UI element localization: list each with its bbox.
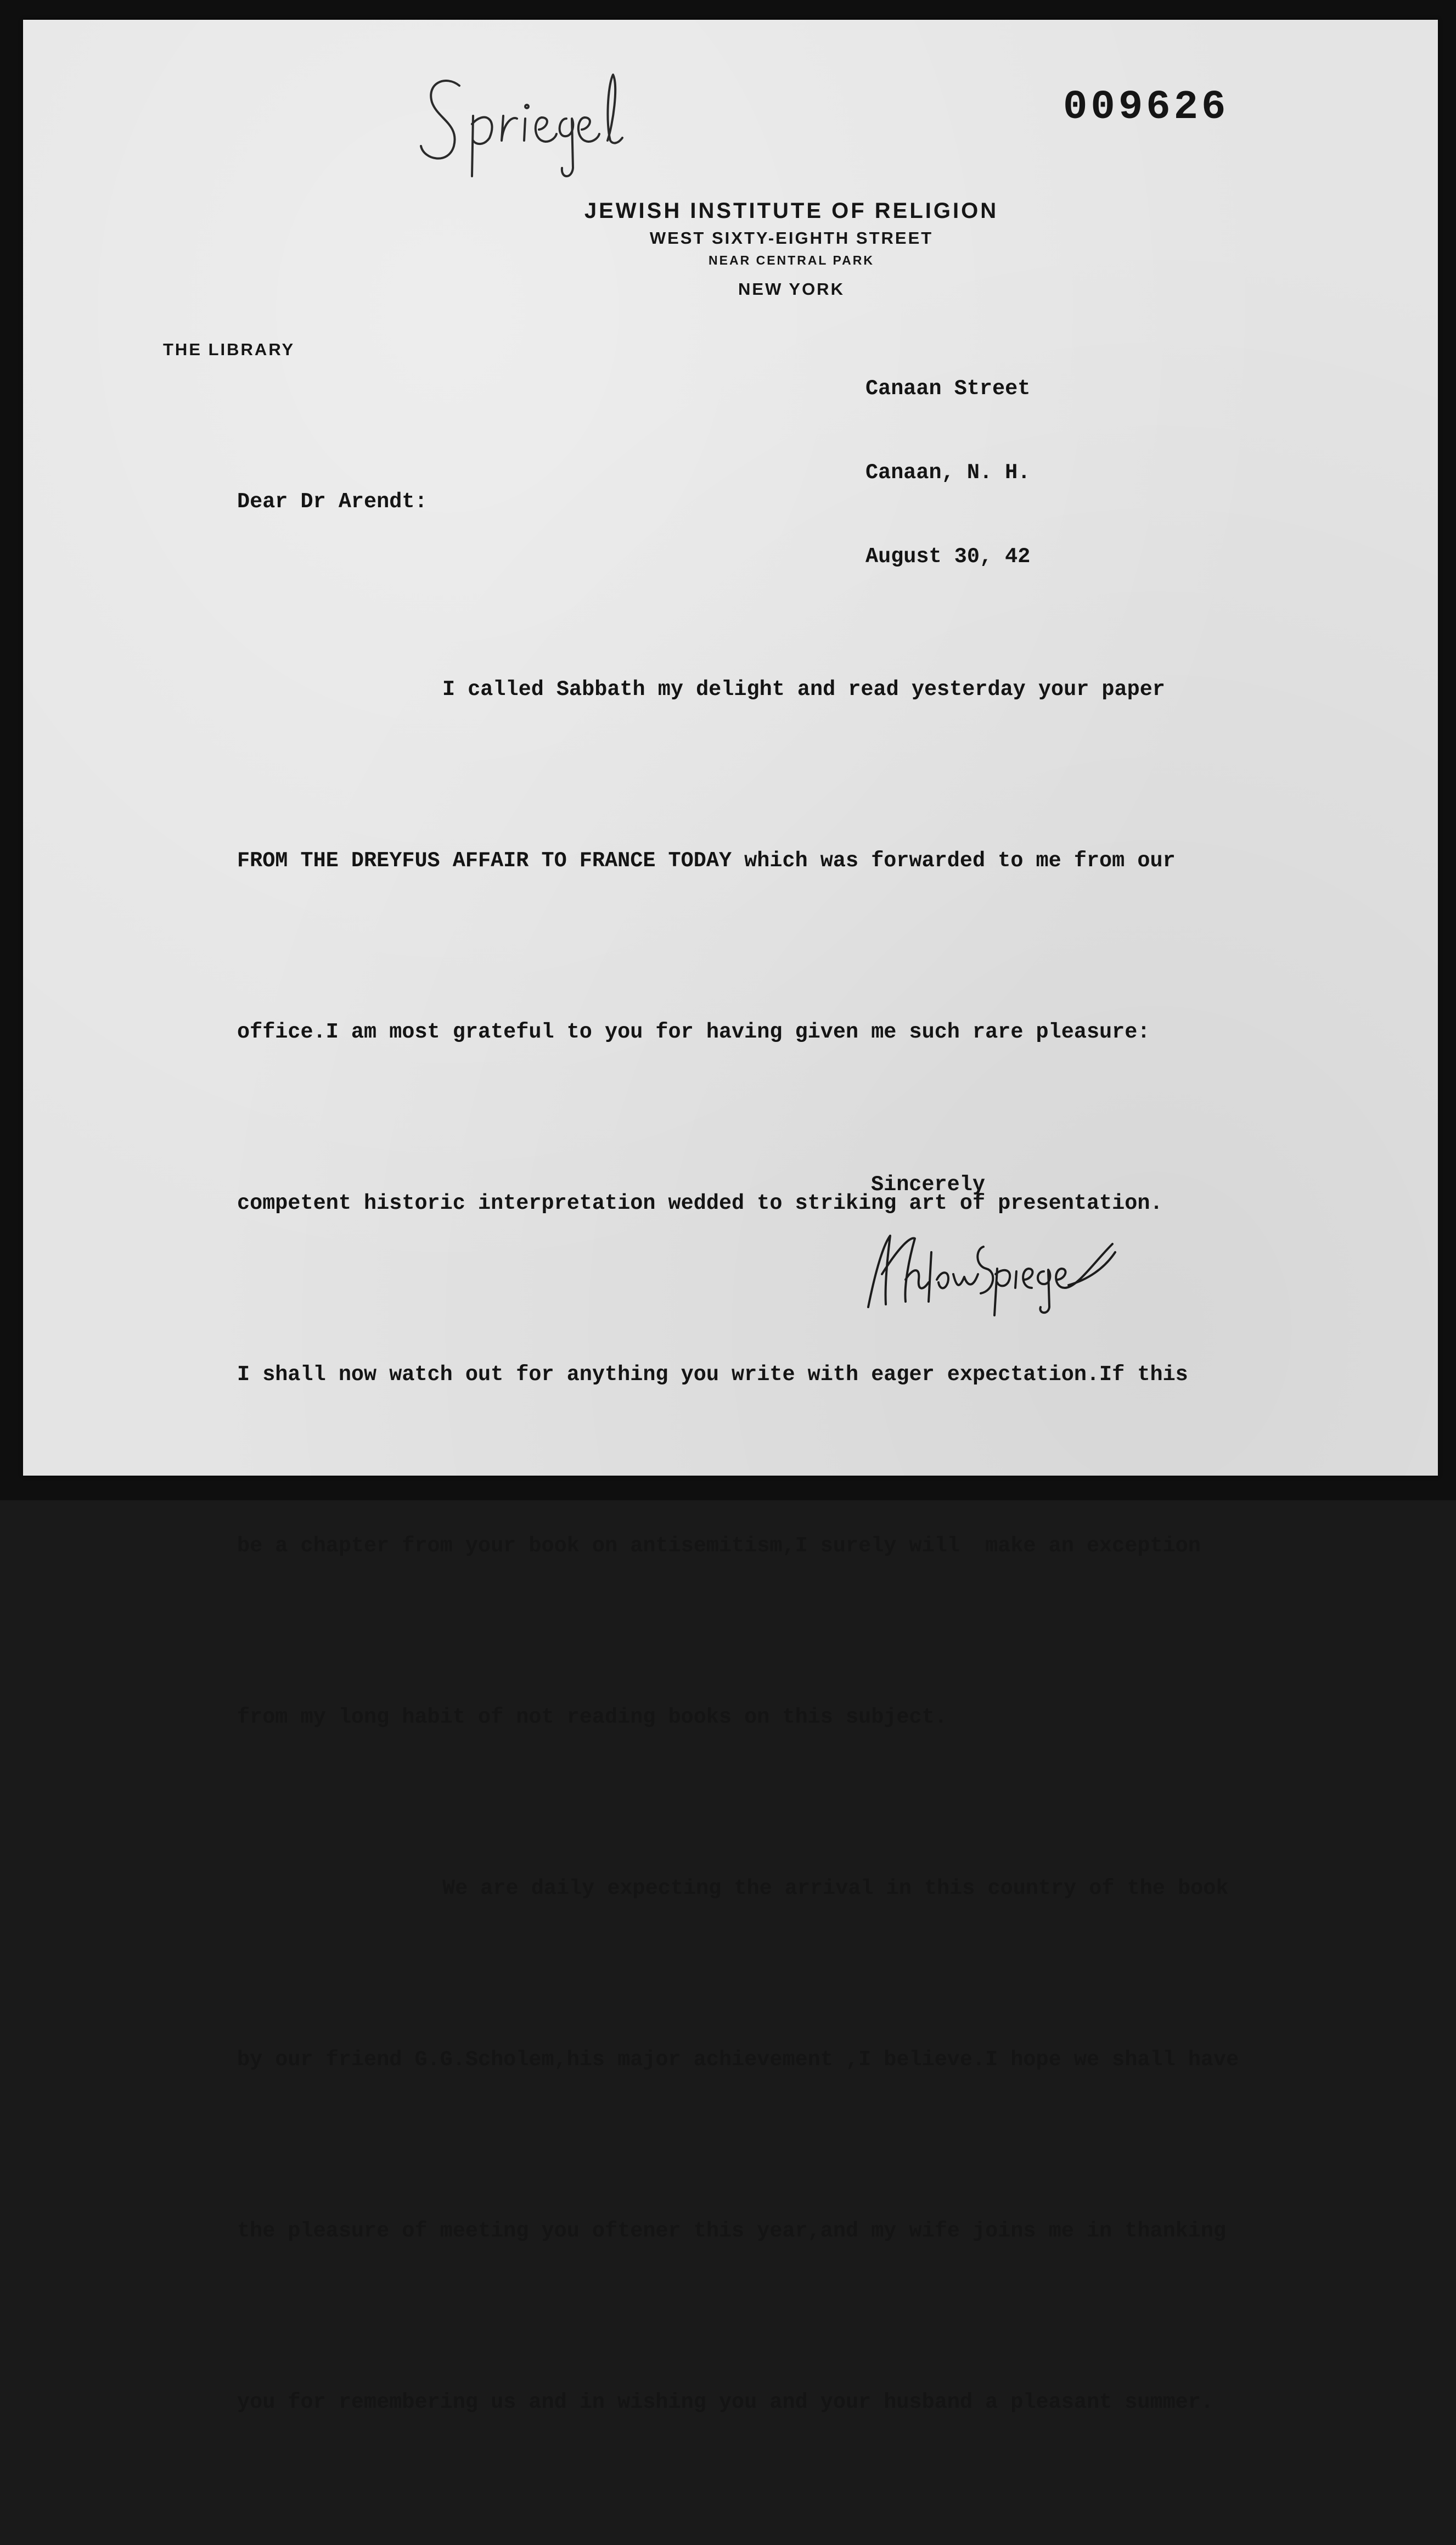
body-line: I called Sabbath my delight and read yesterday your paper (442, 677, 1165, 702)
sender-street: Canaan Street (865, 377, 1031, 401)
body-line: We are daily expecting the arrival in this country of the book (442, 1876, 1229, 1901)
body-line: you for remembering us and in wishing you and your husband a pleasant summer. (237, 2390, 1213, 2414)
closing: Sincerely (871, 1173, 985, 1197)
body-line: office.I am most grateful to you for having given me such rare pleasure: (237, 1020, 1150, 1044)
institution-street: WEST SIXTY-EIGHTH STREET (649, 228, 934, 248)
department-label: THE LIBRARY (163, 340, 295, 359)
body-line: I shall now watch out for anything you write with eager expectation.If this (237, 1363, 1188, 1387)
document-number: 009626 (1063, 85, 1229, 131)
body-line: be a chapter from your book on antisemitism,I surely will make an exception (237, 1534, 1201, 1558)
body-line: FROM THE DREYFUS AFFAIR TO FRANCE TODAY which was forwarded to me from our (237, 849, 1176, 873)
handwritten-name-annotation (407, 64, 638, 190)
body-line: the pleasure of meeting you oftener this year,and my wife joins me in thanking (237, 2219, 1227, 2243)
sender-town: Canaan, N. H. (865, 461, 1031, 485)
signature (857, 1214, 1121, 1318)
institution-near: NEAR CENTRAL PARK (709, 253, 874, 267)
institution-city: NEW YORK (738, 279, 845, 299)
letterhead (407, 195, 1176, 303)
body-line: from my long habit of not reading books on this subject. (237, 1705, 947, 1729)
body-line: by our friend G.G.Scholem,his major achievement ,I believe.I hope we shall have (237, 2048, 1239, 2072)
salutation: Dear Dr Arendt: (237, 490, 428, 514)
letter-body (237, 547, 1239, 2545)
body-line: competent historic interpretation wedded to striking art of presentation. (237, 1191, 1163, 1215)
letter-page (23, 20, 1438, 2414)
institution-name: JEWISH INSTITUTE OF RELIGION (584, 199, 999, 223)
letter-date: August 30, 42 (865, 545, 1031, 569)
